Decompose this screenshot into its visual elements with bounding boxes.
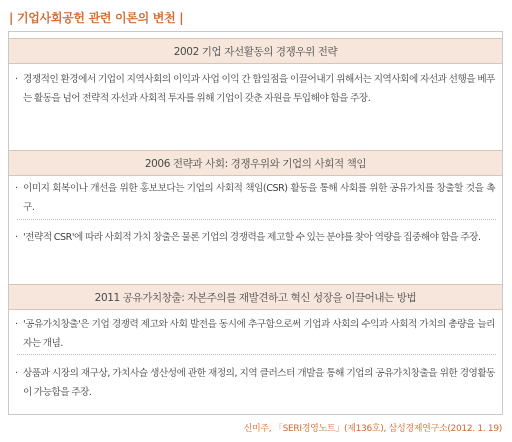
- theory-box: [8, 31, 503, 415]
- list-item-text: 경쟁적인 환경에서 기업이 지역사회의 이익과 사업 이익 간 합일점을 이끌어내기 위해서는 지역사회에 자선과 선행을 베푸는 활동을 넘어 전략적 자선과 사회적 투자를 위해 기업이 갖춘 자원을 투입해야 함을 주장.: [23, 74, 495, 104]
- list-item-text: 상품과 시장의 재구상, 가치사슬 생산성에 관한 재정의, 지역 클러스터 개발을 통해 기업의 공유가치창출을 위한 경영활동이 가능함을 주장.: [23, 368, 495, 398]
- list-item-text: '전략적 CSR'에 따라 사회적 가치 창출은 물론 기업의 경쟁력을 제고할 수 있는 분야를 찾아 역량을 집중해야 함을 주장.: [23, 232, 481, 243]
- section-heading-2006: 2006 전략과 사회: 경쟁우위와 기업의 사회적 책임: [9, 150, 502, 176]
- list-item-text: 이미지 회복이나 개선을 위한 홍보보다는 기업의 사회적 책임(CSR) 활동을 통해 사회를 위한 공유가치를 창출할 것을 촉구.: [23, 183, 495, 213]
- list-item: [15, 315, 495, 353]
- divider: [17, 354, 496, 355]
- bullet-marker: ·: [15, 319, 18, 330]
- source-citation: 신미주, 「SERI경영노트」(제136호), 삼성경제연구소(2012. 1. 19): [243, 424, 502, 434]
- list-item-text: '공유가치창출'은 기업 경쟁력 제고와 사회 발전을 동시에 추구함으로써 기업과 사회의 수익과 사회적 가치의 총량을 늘리자는 개념.: [23, 319, 495, 349]
- section-heading-2011: 2011 공유가치창출: 자본주의를 재발견하고 혁신 성장을 이끌어내는 방법: [9, 284, 502, 310]
- bullet-marker: ·: [15, 368, 18, 379]
- bullet-marker: ·: [15, 183, 18, 194]
- section-heading-2002: 2002 기업 자선활동의 경쟁우위 전략: [9, 38, 502, 64]
- page-title: | 기업사회공헌 관련 이론의 변천 |: [9, 11, 184, 25]
- bullet-marker: ·: [15, 232, 18, 243]
- list-item: [15, 70, 495, 108]
- list-item: [15, 179, 495, 217]
- list-item: [15, 364, 495, 402]
- divider: [17, 219, 496, 220]
- bullet-marker: ·: [15, 74, 18, 85]
- list-item: [15, 228, 495, 247]
